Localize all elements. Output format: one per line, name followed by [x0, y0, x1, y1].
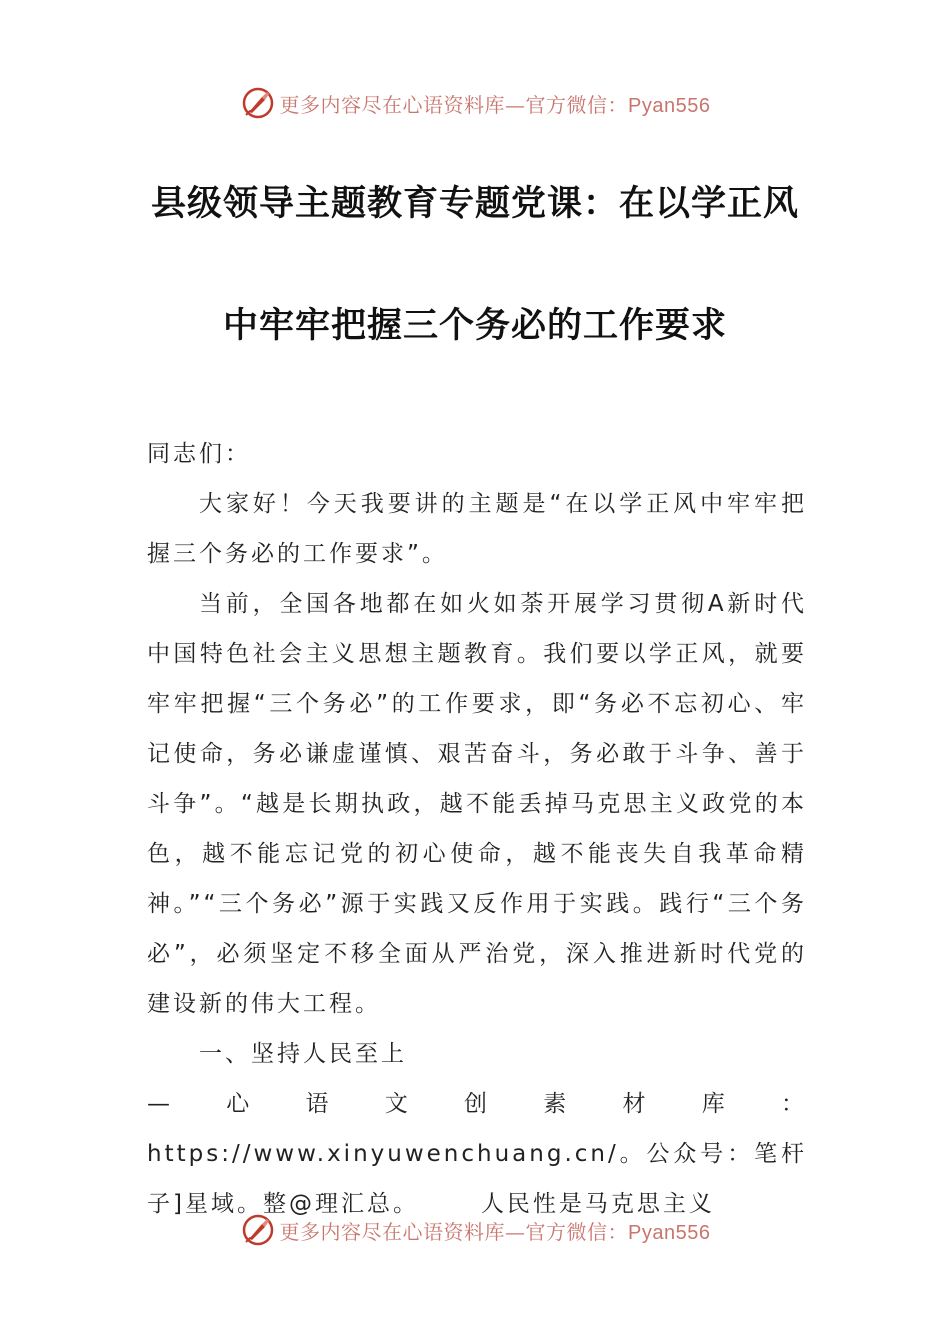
- footer-banner-wechat-id: Pyan556: [628, 1221, 711, 1244]
- paragraph-1: 大家好！今天我要讲的主题是“在以学正风中牢牢把握三个务必的工作要求”。: [147, 491, 807, 567]
- section-heading-1: 一、坚持人民至上: [199, 1041, 407, 1067]
- document-title-line-2: 中牢牢把握三个务必的工作要求: [222, 306, 727, 346]
- document-title-line-1: 县级领导主题教育专题党课：在以学正风: [150, 184, 799, 224]
- header-banner-wechat-id: Pyan556: [628, 94, 711, 117]
- salutation: 同志们：: [147, 441, 251, 467]
- paragraph-2: 当前，全国各地都在如火如荼开展学习贯彻A新时代中国特色社会主义思想主题教育。我们要以学正风，就要牢牢把握“三个务必”的工作要求，即“务必不忘初心、牢记使命，务必谦虚谨慎、艰苦奋斗，务必敢于斗争、善于斗争”。“越是长期执政，越不能丢掉马克思主义政党的本色，越不能忘记党的初心使命，越不能丧失自我革命精神。”“三个务必”源于实践又反作用于实践。践行“三个务必”，必须坚定不移全面从严治党，深入推进新时代党的建设新的伟大工程。: [147, 591, 807, 1017]
- footer-banner: [0, 1210, 950, 1250]
- footer-banner-text-cn: 更多内容尽在心语资料库—官方微信：: [279, 1219, 629, 1244]
- pen-nib-logo-icon: [240, 85, 276, 121]
- pen-nib-logo-icon: [240, 1212, 276, 1248]
- document-body: [147, 429, 807, 1229]
- header-banner: [0, 83, 950, 123]
- paragraph-3: —心语文创素材库：https://www.xinyuwenchuang.cn/。公众号：笔杆子]星域。整@理汇总。 人民性是马克思主义: [147, 1091, 807, 1217]
- header-banner-text-cn: 更多内容尽在心语资料库—官方微信：: [279, 92, 629, 117]
- footer-banner-text: [280, 1216, 711, 1245]
- header-banner-text: [280, 89, 711, 118]
